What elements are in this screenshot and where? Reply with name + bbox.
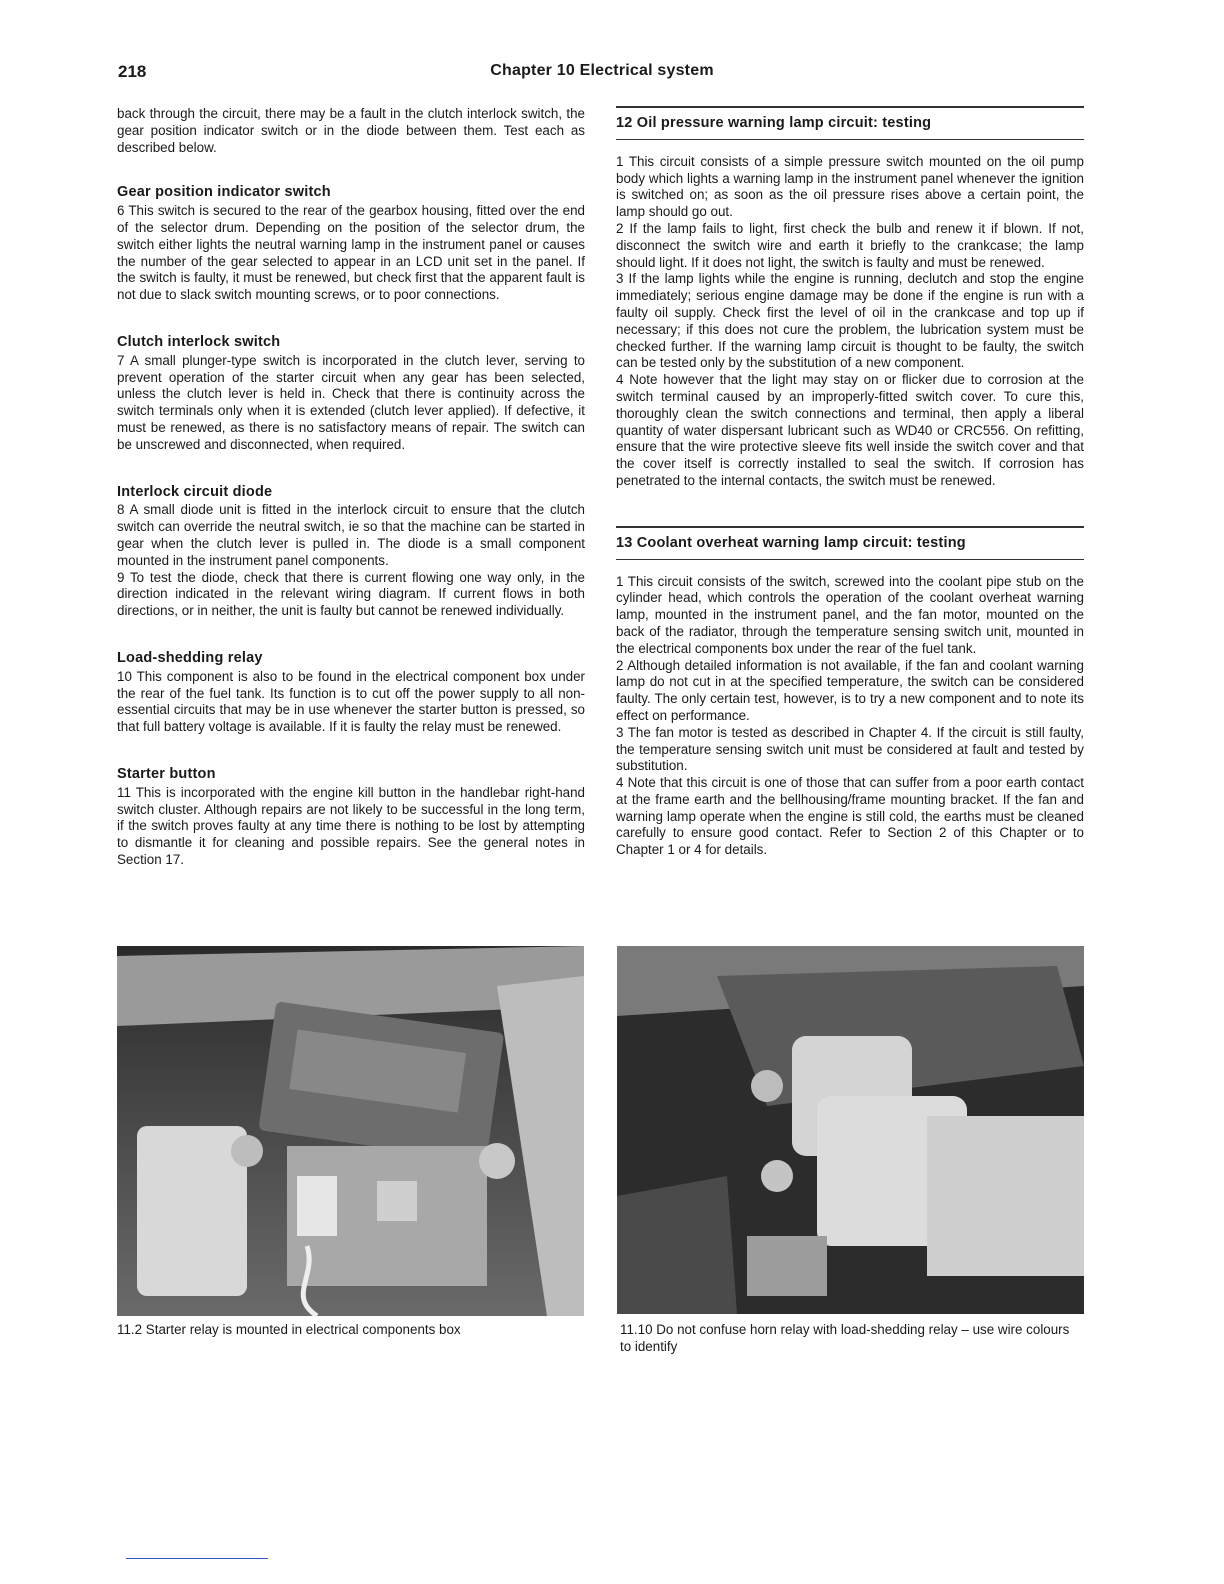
horn-relay-photo-drawing xyxy=(617,946,1084,1314)
figure-caption: 11.2 Starter relay is mounted in electrical components box xyxy=(117,1322,461,1337)
paragraph: 7 A small plunger-type switch is incorporated in the clutch lever, serving to prevent operation of the starter circuit when any gear has been selected, unless the clutch lever is held in. Check that there is continuity across the switch terminals only when it is extended (clutch lever applied). If defective, it must be renewed, as there is no satisfactory means of repair. The switch can be unscrewed and disconnected, when required. xyxy=(117,352,585,452)
subsection-heading: Load-shedding relay xyxy=(117,649,263,666)
paragraph: 11 This is incorporated with the engine kill button in the handlebar right-hand switch cluster. Although repairs are not likely to be successful in the long term, if the switch proves faulty at any time there is nothing to be lost by attempting to dismantle it for cleaning and possible repairs. See the general notes in Section 17. xyxy=(117,784,585,867)
starter-relay-photo-drawing xyxy=(117,946,584,1316)
left-column xyxy=(117,106,585,869)
subsection-heading: Interlock circuit diode xyxy=(117,483,273,500)
paragraph: 3 The fan motor is tested as described in Chapter 4. If the circuit is still faulty, the temperature sensing switch unit must be considered at fault and tested by substitution. xyxy=(616,724,1084,774)
section-heading: 12 Oil pressure warning lamp circuit: testing xyxy=(616,106,1084,140)
paragraph: 4 Note however that the light may stay on or flicker due to corrosion at the switch terminal caused by an improperly-fitted switch cover. To cure this, thoroughly clean the switch connections and terminal, then apply a liberal quantity of water dispersant lubricant such as WD40 or CRC556. On refitting, ensure that the wire protective sleeve fits well inside the switch cover and that the cover itself is correctly installed to seal the switch. If corrosion has penetrated to the internal contacts, the switch must be renewed. xyxy=(616,372,1084,488)
paragraph: 1 This circuit consists of a simple pressure switch mounted on the oil pump body which lights a warning lamp in the instrument panel whenever the ignition is switched on; as soon as the oil pressure rises above a certain point, the lamp should go out. xyxy=(616,153,1084,220)
paragraph: 2 Although detailed information is not available, if the fan and coolant warning lamp do not cut in at the specified temperature, the switch can be considered faulty. The only certain test, however, is to try a new component and to note its effect on performance. xyxy=(616,657,1084,723)
intro-paragraph: back through the circuit, there may be a fault in the clutch interlock switch, the gear position indicator switch or in the diode between them. Test each as described below. xyxy=(117,106,585,155)
page-number: 218 xyxy=(118,62,147,81)
horn-relay-photo xyxy=(617,946,1084,1314)
figure-caption: 11.10 Do not confuse horn relay with load-shedding relay – use wire colours to identify xyxy=(620,1322,1070,1354)
paragraph: 2 If the lamp fails to light, first check the bulb and renew it if blown. If not, disconnect the switch wire and earth it briefly to the crankcase; the lamp should light. If it does not light, the switch is faulty and must be renewed. xyxy=(616,220,1084,270)
paragraph: 6 This switch is secured to the rear of the gearbox housing, fitted over the end of the selector drum. Depending on the position of the selector drum, the switch either lights the neutral warning lamp in the instrument panel or causes the number of the gear selected to appear in an LCD unit set in the panel. If the switch is faulty, it must be renewed, but check first that the apparent fault is not due to slack switch mounting screws, or to poor connections. xyxy=(117,203,585,303)
starter-relay-photo xyxy=(117,946,584,1316)
paragraph: 3 If the lamp lights while the engine is running, declutch and stop the engine immediately; serious engine damage may be done if the engine is run with a faulty oil supply. Check first the level of oil in the crankcase and top up if necessary; if this does not cure the problem, the lubrication system must be checked further. If the warning lamp circuit is thought to be faulty, the switch can be tested only by the substitution of a new component. xyxy=(616,271,1084,371)
chapter-title: Chapter 10 Electrical system xyxy=(490,62,714,79)
paragraph: 9 To test the diode, check that there is current flowing one way only, in the direction indicated in the relevant wiring diagram. If current flows in both directions, or in neither, the unit is faulty but cannot be renewed individually. xyxy=(117,569,585,619)
paragraph: 1 This circuit consists of the switch, screwed into the coolant pipe stub on the cylinder head, which controls the operation of the coolant overheat warning lamp, mounted in the instrument panel, and the fan motor, mounted on the back of the radiator, through the temperature sensing switch unit, mounted in the electrical components box under the rear of the fuel tank. xyxy=(616,573,1084,656)
section-heading: 13 Coolant overheat warning lamp circuit: testing xyxy=(616,526,1084,560)
paragraph: 4 Note that this circuit is one of those that can suffer from a poor earth contact at the frame earth and the bellhousing/frame mounting bracket. If the fan and warning lamp operate when the engine is still cold, the earths must be cleaned carefully to ensure good contact. Refer to Section 2 of this Chapter or to Chapter 1 or 4 for details. xyxy=(616,775,1084,858)
paragraph: 10 This component is also to be found in the electrical component box under the rear of the fuel tank. Its function is to cut off the power supply to all non-essential circuits that may be in use whenever the starter button is pressed, so that full battery voltage is available. If it is faulty the relay must be renewed. xyxy=(117,668,585,735)
footer-rule xyxy=(126,1558,268,1559)
subsection-heading: Starter button xyxy=(117,765,216,782)
page-header xyxy=(118,62,1086,86)
subsection-heading: Clutch interlock switch xyxy=(117,333,281,350)
paragraph: 8 A small diode unit is fitted in the interlock circuit to ensure that the clutch switch can override the neutral switch, ie so that the machine can be started in gear when the clutch lever is pulled in. The diode is a small component mounted in the instrument panel components. xyxy=(117,502,585,568)
subsection-heading: Gear position indicator switch xyxy=(117,184,331,201)
right-column xyxy=(616,106,1084,859)
